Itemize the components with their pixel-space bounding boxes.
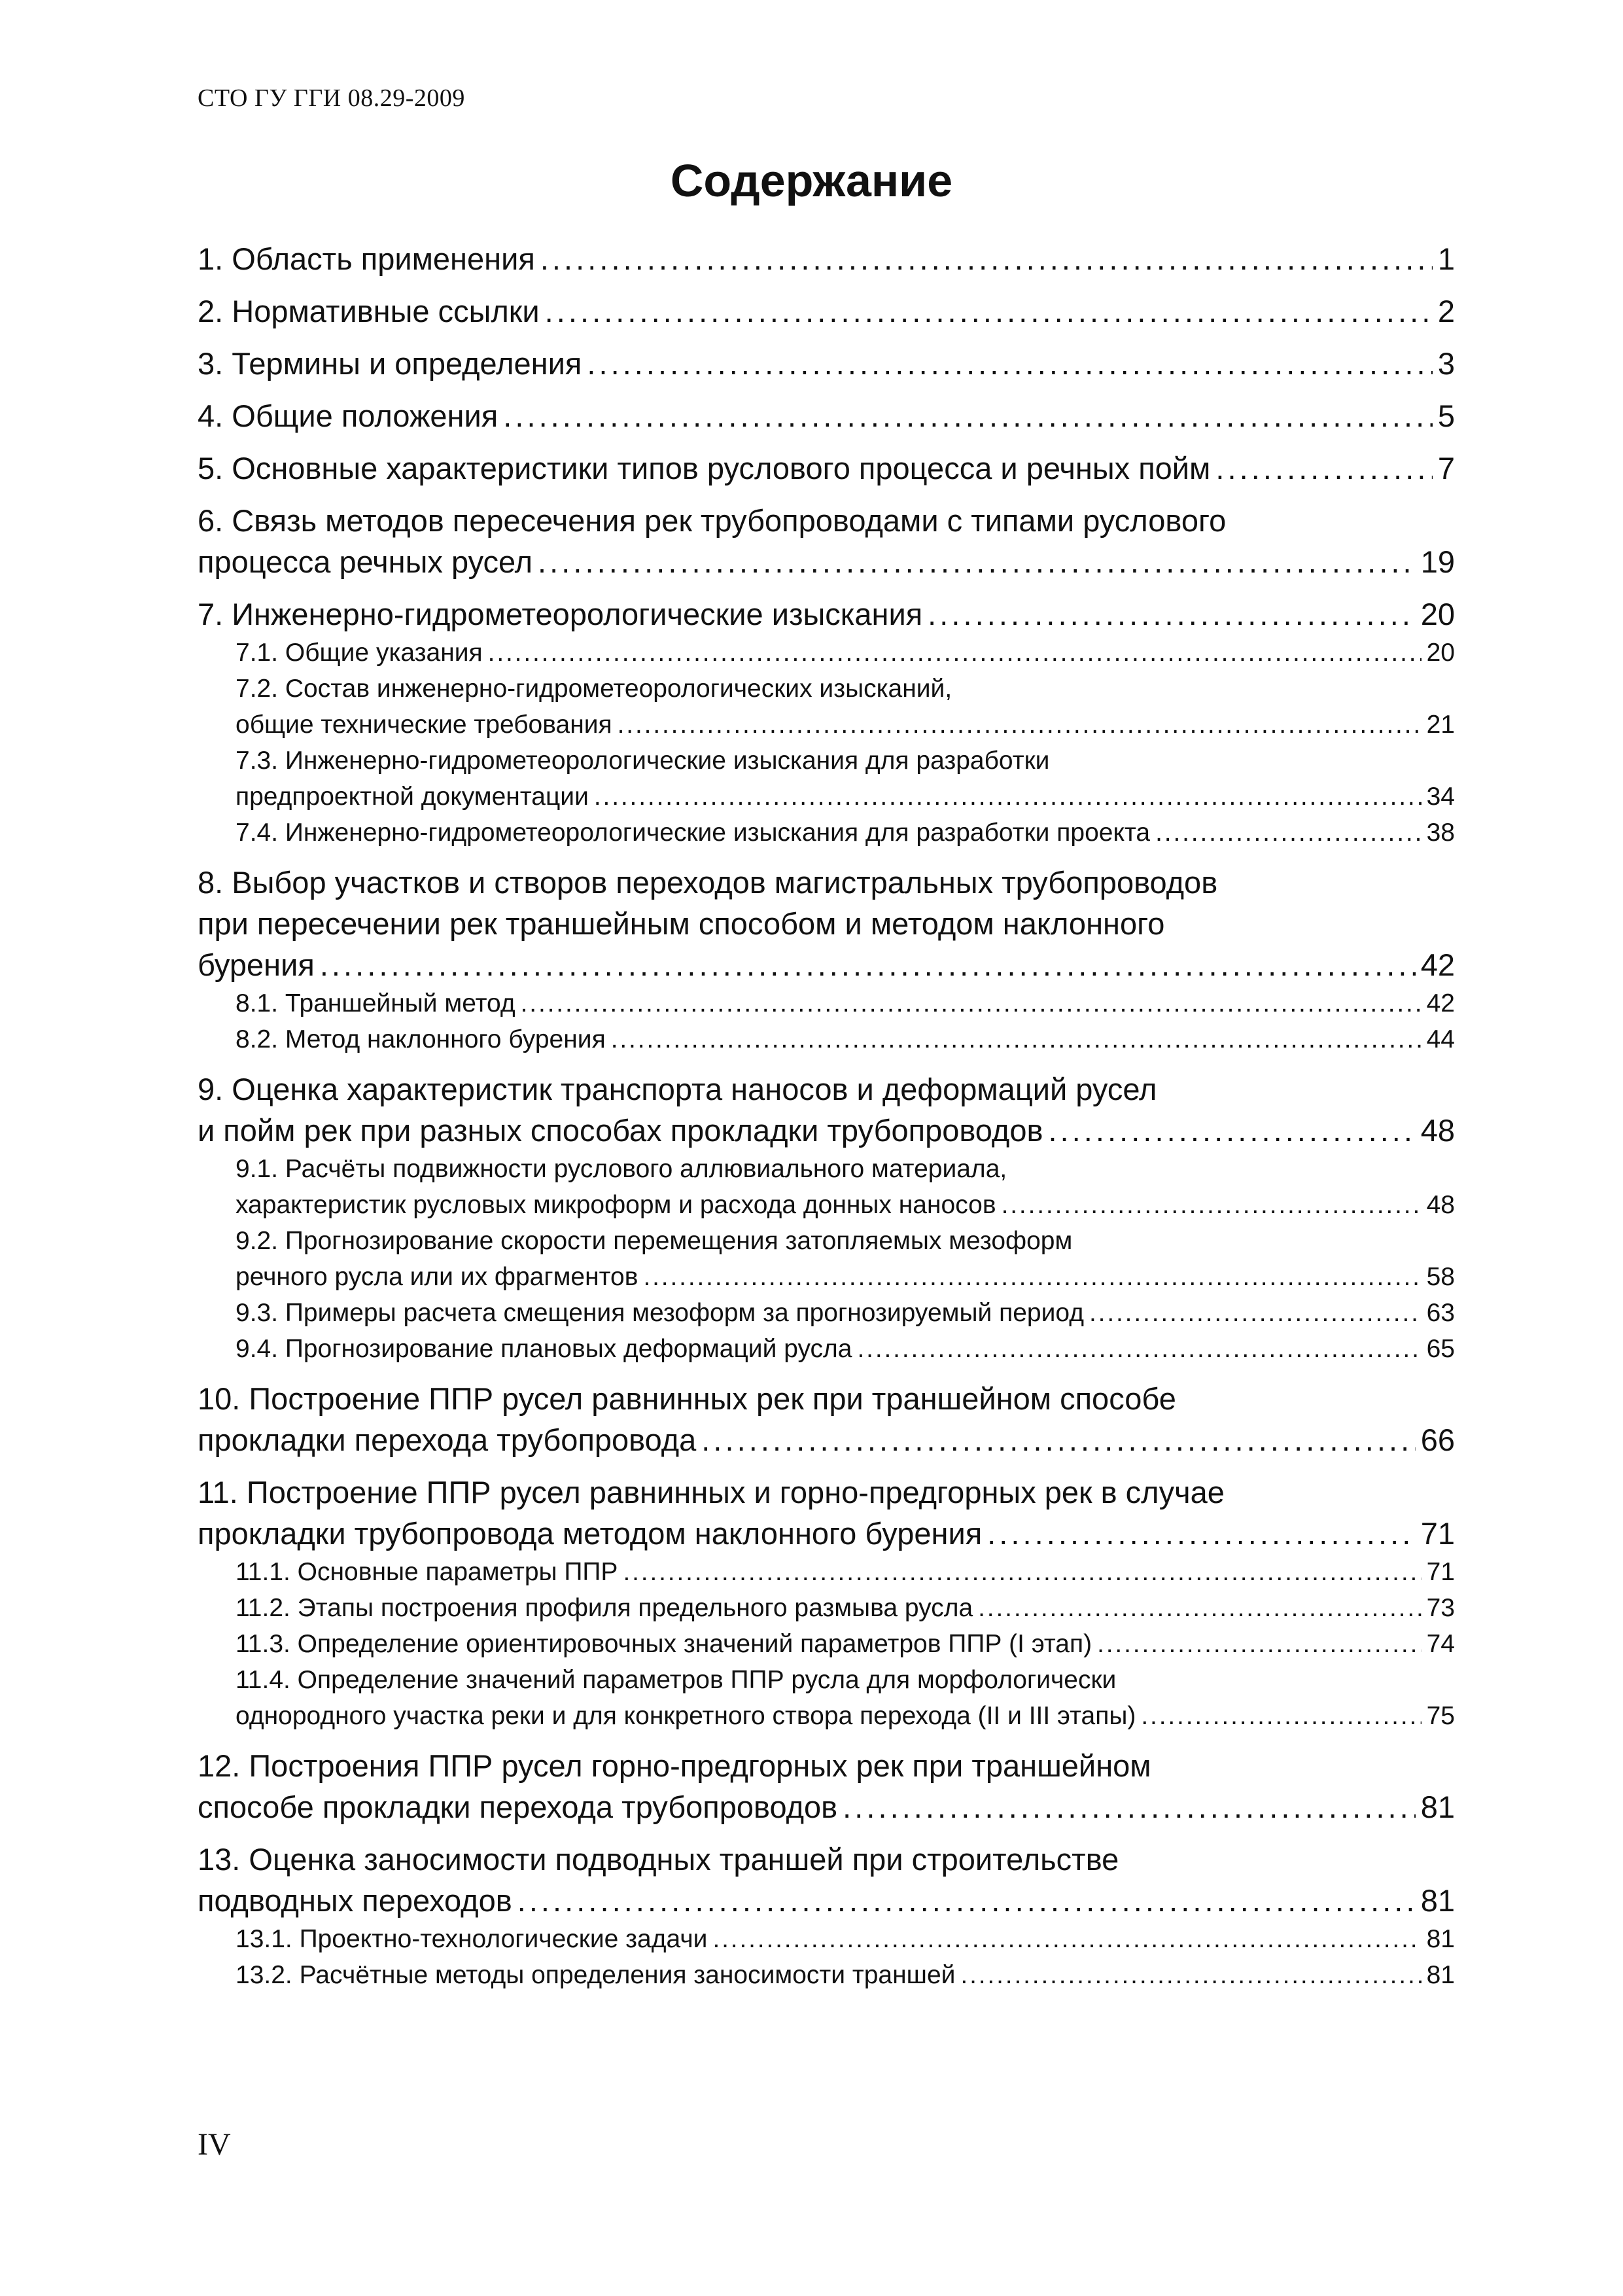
toc-section <box>198 862 1455 985</box>
toc-entry-text: 9.3. Примеры расчета смещения мезоформ за прогнозируемый период <box>236 1299 1084 1327</box>
dot-leader <box>1215 448 1432 489</box>
toc-entry-text: 11.2. Этапы построения профиля предельного размыва русла <box>236 1594 973 1622</box>
toc-entry-text: прокладки трубопровода методом наклонного бурения <box>198 1516 983 1551</box>
toc-entry-text: 9. Оценка характеристик транспорта наносов и деформаций русел <box>198 1072 1157 1106</box>
toc-entry-text: 7. Инженерно-гидрометеорологические изыскания <box>198 597 923 631</box>
toc-entry-text: характеристик русловых микроформ и расхода донных наносов <box>236 1191 996 1219</box>
toc-page-number: 66 <box>1420 1422 1455 1457</box>
toc-entry-text: 11. Построение ППР русел равнинных и горно-предгорных рек в случае <box>198 1475 1225 1510</box>
toc-page-number: 19 <box>1420 544 1455 579</box>
toc-entry-text: прокладки перехода трубопровода <box>198 1422 697 1457</box>
toc-entry-text: 13.1. Проектно-технологические задачи <box>236 1925 708 1953</box>
dot-leader <box>611 1021 1422 1057</box>
toc-page-number: 42 <box>1420 947 1455 982</box>
toc-section <box>198 593 1455 635</box>
toc-page-number: 1 <box>1437 241 1455 276</box>
toc-entry-text: 11.3. Определение ориентировочных значений параметров ППР (I этап) <box>236 1630 1092 1658</box>
toc-subsection <box>236 815 1455 851</box>
dot-leader <box>540 238 1433 279</box>
toc-entry-text: однородного участка реки и для конкретного створа перехода (II и III этапы) <box>236 1702 1136 1730</box>
toc-section <box>198 1472 1455 1554</box>
toc-section <box>198 238 1455 279</box>
toc-entry-text: речного русла или их фрагментов <box>236 1263 638 1291</box>
dot-leader <box>960 1957 1421 1993</box>
toc-entry-text: 8.2. Метод наклонного бурения <box>236 1025 606 1053</box>
toc-page-number: 58 <box>1426 1263 1455 1291</box>
toc-entry-text: при пересечении рек траншейным способом и методом наклонного <box>198 906 1165 941</box>
toc-page-number: 71 <box>1420 1516 1455 1551</box>
dot-leader <box>1155 815 1422 851</box>
toc-subsection <box>236 1295 1455 1331</box>
toc-entry-text: и пойм рек при разных способах прокладки трубопроводов <box>198 1113 1043 1148</box>
dot-leader <box>857 1331 1421 1367</box>
page-number: IV <box>198 2127 231 2162</box>
toc-subsection <box>236 1223 1455 1295</box>
dot-leader <box>978 1590 1421 1626</box>
toc-page-number: 7 <box>1437 451 1455 486</box>
toc-section <box>198 1069 1455 1151</box>
dot-leader <box>545 291 1433 332</box>
dot-leader <box>623 1554 1421 1590</box>
toc-entry-text: 9.2. Прогнозирование скорости перемещения затопляемых мезоформ <box>236 1227 1073 1255</box>
dot-leader <box>587 343 1433 384</box>
document-code: СТО ГУ ГГИ 08.29-2009 <box>198 84 465 112</box>
toc-subsection <box>236 1662 1455 1734</box>
dot-leader <box>618 707 1422 743</box>
toc-page-number: 44 <box>1426 1025 1455 1053</box>
toc-entry-text: 3. Термины и определения <box>198 346 582 381</box>
toc-page-number: 65 <box>1426 1335 1455 1363</box>
toc-page-number: 81 <box>1426 1961 1455 1989</box>
toc-page-number: 20 <box>1420 597 1455 631</box>
toc-entry-text: 5. Основные характеристики типов руслового процесса и речных пойм <box>198 451 1211 486</box>
toc-entry-text: 13.2. Расчётные методы определения заносимости траншей <box>236 1961 956 1989</box>
toc-entry-text: способе прокладки перехода трубопроводов <box>198 1790 838 1824</box>
toc-subsection <box>236 635 1455 671</box>
toc-section <box>198 291 1455 332</box>
dot-leader <box>538 541 1416 582</box>
toc-subsection <box>236 1957 1455 1993</box>
dot-leader <box>1002 1187 1422 1223</box>
toc-entry-text: предпроектной документации <box>236 783 589 811</box>
dot-leader <box>594 779 1422 815</box>
dot-leader <box>503 395 1433 436</box>
dot-leader <box>987 1513 1416 1554</box>
toc-entry-text: 2. Нормативные ссылки <box>198 294 540 328</box>
toc-page-number: 48 <box>1426 1191 1455 1219</box>
toc-entry-text: 1. Область применения <box>198 241 535 276</box>
toc-page-number: 42 <box>1426 989 1455 1017</box>
toc-entry-text: процесса речных русел <box>198 544 533 579</box>
toc-page-number: 38 <box>1426 819 1455 847</box>
toc-subsection <box>236 1021 1455 1057</box>
dot-leader <box>701 1419 1415 1460</box>
toc-subsection <box>236 743 1455 815</box>
toc-page-number: 75 <box>1426 1702 1455 1730</box>
toc-entry-text: 4. Общие положения <box>198 398 498 433</box>
toc-subsection <box>236 1554 1455 1590</box>
toc-entry-text: бурения <box>198 947 315 982</box>
dot-leader <box>1089 1295 1422 1331</box>
toc-entry-text: 11.4. Определение значений параметров ППР русла для морфологически <box>236 1666 1117 1694</box>
dot-leader <box>517 1880 1416 1921</box>
dot-leader <box>320 944 1416 985</box>
toc-page-number: 73 <box>1426 1594 1455 1622</box>
toc-page-number: 63 <box>1426 1299 1455 1327</box>
toc-page-number: 74 <box>1426 1630 1455 1658</box>
toc-section <box>198 1745 1455 1828</box>
dot-leader <box>712 1921 1421 1957</box>
toc-page-number: 5 <box>1437 398 1455 433</box>
toc-entry-text: 7.2. Состав инженерно-гидрометеорологических изысканий, <box>236 675 952 703</box>
toc-entry-text: 10. Построение ППР русел равнинных рек при траншейном способе <box>198 1381 1176 1416</box>
toc-page-number: 81 <box>1426 1925 1455 1953</box>
dot-leader <box>843 1786 1416 1828</box>
toc-entry-text: 8.1. Траншейный метод <box>236 989 515 1017</box>
toc-section <box>198 395 1455 436</box>
toc-page-number: 34 <box>1426 783 1455 811</box>
toc-entry-text: 8. Выбор участков и створов переходов магистральных трубопроводов <box>198 865 1218 900</box>
toc-subsection <box>236 671 1455 743</box>
toc-entry-text: подводных переходов <box>198 1883 512 1918</box>
toc-subsection <box>236 1590 1455 1626</box>
toc-page-number: 71 <box>1426 1558 1455 1586</box>
toc-entry-text: 9.4. Прогнозирование плановых деформаций русла <box>236 1335 852 1363</box>
toc-section <box>198 1378 1455 1460</box>
toc-page-number: 2 <box>1437 294 1455 328</box>
toc-entry-text: 12. Построения ППР русел горно-предгорных рек при траншейном <box>198 1748 1151 1783</box>
toc-subsection <box>236 985 1455 1021</box>
table-of-contents <box>198 238 1455 1993</box>
toc-entry-text: общие технические требования <box>236 711 612 739</box>
toc-entry-text: 11.1. Основные параметры ППР <box>236 1558 618 1586</box>
toc-subsection <box>236 1626 1455 1662</box>
toc-entry-text: 9.1. Расчёты подвижности руслового аллювиального материала, <box>236 1155 1007 1183</box>
toc-page-number: 81 <box>1420 1883 1455 1918</box>
toc-section <box>198 500 1455 582</box>
toc-section <box>198 448 1455 489</box>
toc-page-number: 81 <box>1420 1790 1455 1824</box>
toc-page-number: 20 <box>1426 639 1455 667</box>
toc-entry-text: 13. Оценка заносимости подводных траншей при строительстве <box>198 1842 1119 1877</box>
dot-leader <box>521 985 1422 1021</box>
dot-leader <box>643 1259 1421 1295</box>
toc-subsection <box>236 1921 1455 1957</box>
toc-section <box>198 1839 1455 1921</box>
toc-subsection <box>236 1331 1455 1367</box>
toc-page-number: 3 <box>1437 346 1455 381</box>
toc-entry-text: 7.4. Инженерно-гидрометеорологические изыскания для разработки проекта <box>236 819 1151 847</box>
toc-page-number: 21 <box>1426 711 1455 739</box>
dot-leader <box>488 635 1422 671</box>
toc-subsection <box>236 1151 1455 1223</box>
dot-leader <box>928 593 1416 635</box>
toc-entry-text: 6. Связь методов пересечения рек трубопроводами с типами руслового <box>198 503 1227 538</box>
dot-leader <box>1141 1698 1421 1734</box>
toc-section <box>198 343 1455 384</box>
dot-leader <box>1097 1626 1422 1662</box>
page-title: Содержание <box>670 155 953 206</box>
toc-entry-text: 7.1. Общие указания <box>236 639 483 667</box>
toc-page-number: 48 <box>1420 1113 1455 1148</box>
toc-entry-text: 7.3. Инженерно-гидрометеорологические изыскания для разработки <box>236 747 1050 775</box>
dot-leader <box>1048 1110 1415 1151</box>
